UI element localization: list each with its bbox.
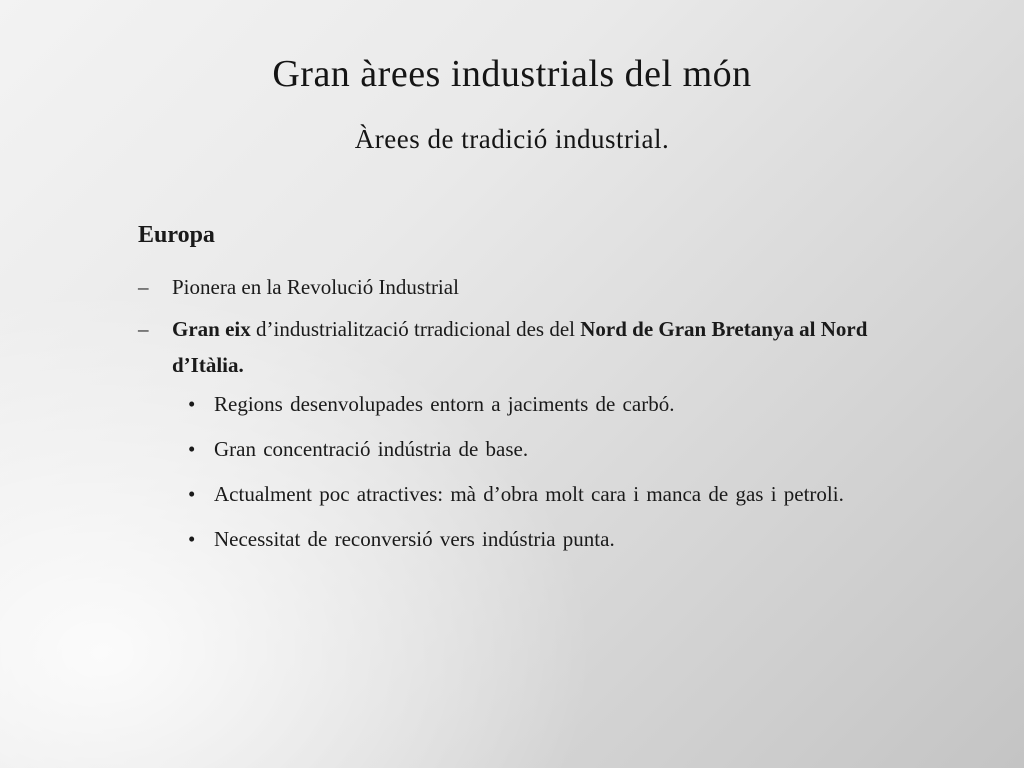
bullet-text: Gran concentració indústria de base. bbox=[214, 437, 529, 461]
bullet-text: Necessitat de reconversió vers indústria punta. bbox=[214, 527, 615, 551]
bullet-list bbox=[188, 389, 938, 554]
bullet-marker: • bbox=[188, 482, 196, 506]
bullet-item bbox=[188, 479, 938, 509]
dash-marker: – bbox=[138, 317, 149, 341]
dash-item-bold-start: Gran eix bbox=[172, 317, 251, 341]
bullet-item bbox=[188, 389, 938, 419]
bullet-item bbox=[188, 524, 938, 554]
dash-item-middle: d’industrialització trradicional des del bbox=[250, 317, 581, 341]
section-heading: Europa bbox=[138, 222, 215, 248]
bullet-item bbox=[188, 434, 938, 464]
bullet-marker: • bbox=[188, 437, 196, 461]
slide-title: Gran àrees industrials del món bbox=[272, 53, 752, 95]
slide-content bbox=[138, 222, 938, 569]
bullet-marker: • bbox=[188, 392, 196, 416]
dash-item bbox=[138, 269, 938, 305]
bullet-text: Actualment poc atractives: mà d’obra molt cara i manca de gas i petroli. bbox=[214, 482, 844, 506]
dash-item-bold-end: Nord de Gran Bretanya al Nord d’Itàlia. bbox=[172, 317, 868, 377]
slide-subtitle: Àrees de tradició industrial. bbox=[354, 124, 670, 154]
dash-item bbox=[138, 311, 938, 383]
bullet-text: Regions desenvolupades entorn a jaciments de carbó. bbox=[214, 392, 675, 416]
bullet-marker: • bbox=[188, 527, 196, 551]
dash-item-text: Pionera en la Revolució Industrial bbox=[172, 275, 459, 299]
dash-marker: – bbox=[138, 275, 149, 299]
